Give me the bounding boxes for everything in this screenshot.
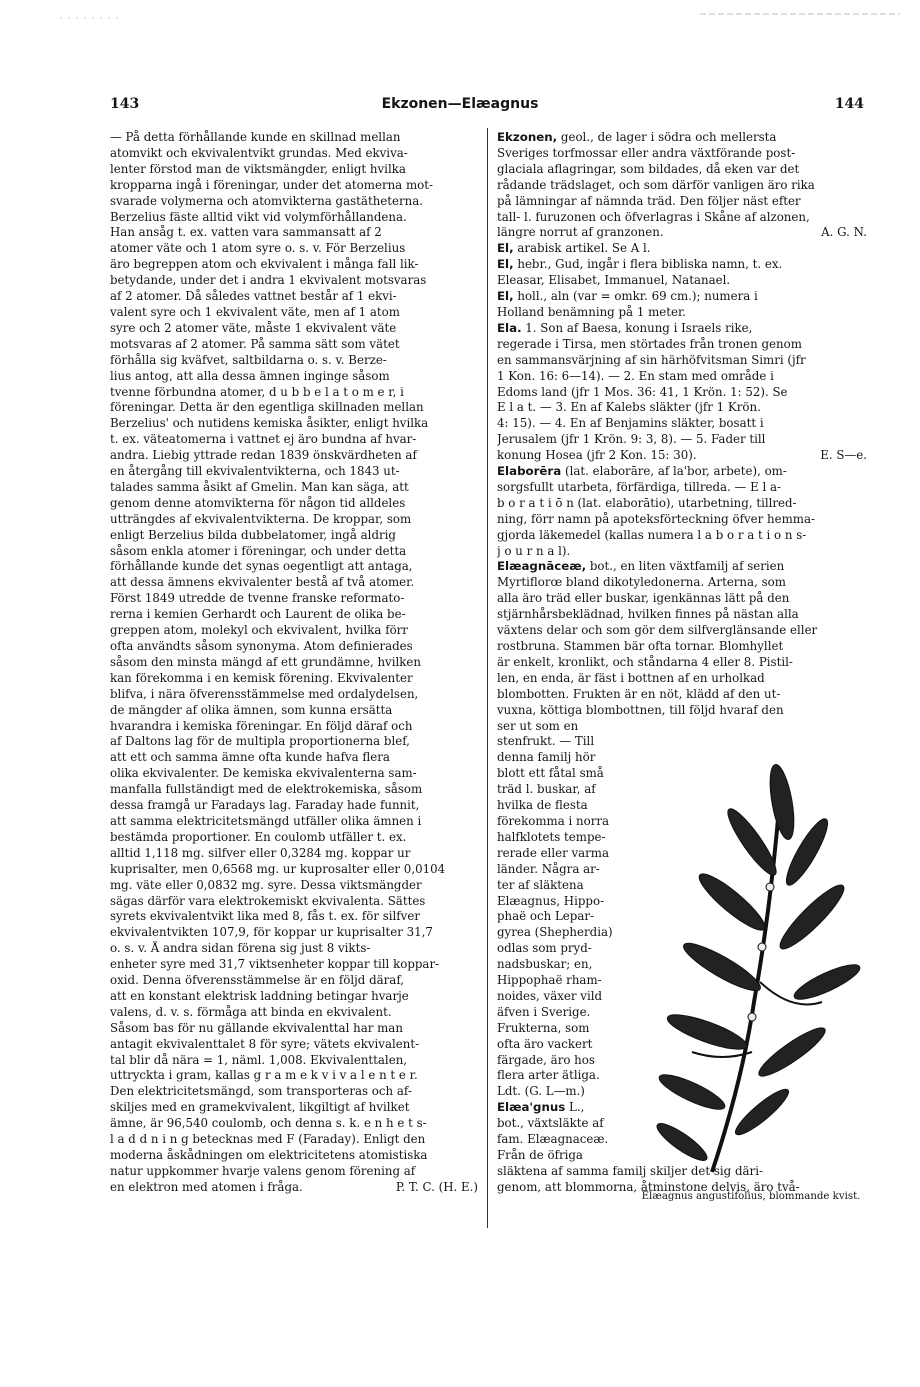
text-line: äfven i Sverige.	[497, 1004, 591, 1019]
entry-text: stjärnhårsbeklädnad, hvilken finnes på nästan alla	[497, 607, 799, 622]
entry-text: Från de öfriga	[497, 1148, 583, 1162]
text-line: såsom den minsta mängd af ett grundämne, hvilken	[110, 654, 421, 669]
entry-text: regerade i Tirsa, men störtades från tronen genom	[497, 336, 802, 351]
text-line: manfalla fullständigt med de elektrokemiska, såsom	[110, 782, 423, 797]
entry-text: på lämningar af nämnda träd. Den följer näst efter	[497, 193, 801, 208]
plant-branch-icon	[642, 752, 862, 1192]
entry-text: växtens delar och som gör dem silfverglänsande eller	[497, 623, 818, 638]
text-line: Ldt. (G. L—m.)	[497, 1084, 585, 1099]
entry-text: tall- l. furuzonen och öfverlagras i Skåne af alzonen,	[497, 209, 810, 224]
entry-line	[497, 241, 867, 257]
text-line: såsom enkla atomer i föreningar, och under detta	[110, 543, 407, 558]
text-line: syre och 2 atomer väte, måste 1 ekvivalent väte	[110, 320, 397, 335]
text-line: rerna i kemien Gerhardt och Laurent de olika be-	[110, 607, 406, 622]
text-line	[497, 1116, 632, 1132]
text-line	[497, 400, 867, 416]
scan-specks	[0, 0, 920, 30]
text-line: o. s. v. Å andra sidan förena sig just 8 vikts-	[110, 941, 371, 956]
text-line	[497, 432, 867, 448]
entry-text: arabisk artikel. Se A l.	[513, 241, 651, 256]
column-divider	[487, 128, 488, 1228]
text-line: släktena af samma familj skiljer det sig däri-	[497, 1163, 763, 1178]
text-line	[497, 703, 867, 719]
text-line: förhålla sig kväfvet, saltbildarna o. s. v. Berze-	[110, 352, 387, 367]
text-line: ter af släktena	[497, 877, 584, 892]
text-line	[497, 225, 867, 241]
text-line	[497, 305, 867, 321]
text-line: Han ansåg t. ex. vatten vara sammansatt af 2	[110, 225, 382, 240]
entry-text: hebr., Gud, ingår i flera bibliska namn, t. ex.	[513, 257, 783, 272]
text-line: valent syre och 1 ekvivalent väte, men af 1 atom	[110, 304, 400, 319]
text-line: äro begreppen atom och ekvivalent i många fall lik-	[110, 257, 419, 272]
text-line	[497, 353, 867, 369]
entry-text: är enkelt, kronlikt, och ståndarna 4 eller 8. Pistil-	[497, 654, 793, 669]
entry-text: bot., en liten växtfamilj af serien	[586, 559, 785, 574]
entry-text: E l a t. — 3. En af Kalebs släkter (jfr 1 Krön.	[497, 400, 761, 415]
text-line: kan förekomma i en kemisk förening. Ekvivalenter	[110, 670, 413, 685]
entry-text: längre norrut af granzonen.	[497, 225, 664, 240]
entry-line	[497, 321, 867, 337]
text-line	[497, 639, 867, 655]
entry-text: Eleasar, Elisabet, Immanuel, Natanael.	[497, 273, 731, 288]
text-line	[497, 512, 867, 528]
entry-line	[497, 130, 867, 146]
text-line: en elektron med atomen i fråga. P. T. C. (H. E.)	[110, 1179, 478, 1194]
text-line: sägas därför vara elektrokemiskt ekvivalenta. Sättes	[110, 893, 426, 908]
entry-text: en sammansvärjning af sin härhöfvitsman Simri (jfr	[497, 352, 806, 367]
text-line: motsvaras af 2 atomer. På samma sätt som vätet	[110, 336, 400, 351]
entry-headword: Ekzonen,	[497, 130, 558, 144]
text-line: olika ekvivalenter. De kemiska ekvivalenterna sam-	[110, 766, 417, 781]
text-line: förekomma i norra	[497, 813, 610, 828]
entry-text: gjorda läkemedel (kallas numera l a b o r a t i o n s-	[497, 527, 807, 542]
text-line: en återgång till ekvivalentvikterna, och 1843 ut-	[110, 464, 400, 479]
entry-text: len, en enda, är fäst i bottnen af en urholkad	[497, 670, 765, 685]
entry-text: Holland benämning på 1 meter.	[497, 304, 687, 319]
text-line: genom, att blommorna, åtminstone delvis, äro två-	[497, 1179, 800, 1194]
text-line	[497, 337, 867, 353]
text-line: dessa framgå ur Faradays lag. Faraday hade funnit,	[110, 798, 420, 813]
entry-text: alla äro träd eller buskar, igenkännas lätt på den	[497, 591, 790, 606]
entry-text: bot., växtsläkte af	[497, 1116, 604, 1131]
text-line: kuprisalter, men 0,6568 mg. ur kuprosalter eller 0,0104	[110, 861, 446, 876]
entry-headword: Elæagnāceæ,	[497, 559, 587, 574]
text-line: Såsom bas för nu gällande ekvivalenttal har man	[110, 1020, 403, 1035]
entry-text: rådande trädslaget, och som därför vanligen äro rika	[497, 177, 815, 192]
text-line: t. ex. väteatomerna i vattnet ej äro bundna af hvar-	[110, 432, 417, 447]
text-line: af 2 atomer. Då således vattnet består af 1 ekvi-	[110, 289, 397, 304]
text-line: noides, växer vild	[497, 988, 603, 1003]
entry-headword: Elæa'gnus	[497, 1100, 566, 1115]
illustration-caption: Elæagnus angustifolius, blommande kvist.	[641, 1191, 861, 1202]
entry-headword: El,	[497, 241, 514, 256]
text-line	[497, 210, 867, 226]
entry-line	[497, 289, 867, 305]
text-line: lius antog, att alla dessa ämnen inginge såsom	[110, 368, 390, 383]
text-line: af Daltons lag för de multipla proportionerna blef,	[110, 734, 410, 749]
entry-text: 4: 15). — 4. En af Benjamins släkter, bosatt i	[497, 416, 764, 431]
text-line	[497, 528, 867, 544]
entry-text: rostbruna. Stammen bär ofta tornar. Blomhyllet	[497, 639, 784, 653]
text-line: kropparna ingå i föreningar, under det atomerna mot-	[110, 177, 433, 192]
text-line: moderna åskådningen om elektricitetens atomistiska	[110, 1148, 428, 1162]
text-line: Hippophaë rham-	[497, 973, 602, 988]
entry-text: j o u r n a l).	[497, 543, 571, 558]
text-line: halfklotets tempe-	[497, 829, 606, 844]
page-title: Ekzonen—Elæagnus	[381, 96, 539, 112]
left-column	[110, 130, 478, 1196]
entry-text: konung Hosea (jfr 2 Kon. 15: 30).	[497, 448, 697, 463]
text-line: ekvivalentvikten 107,9, för koppar ur kuprisalter 31,7	[110, 925, 433, 940]
text-line: enheter syre med 31,7 viktsenheter koppar till koppar-	[110, 957, 440, 972]
entry-line	[497, 257, 867, 273]
text-line: Berzelius fäste alltid vikt vid volymförhållandena.	[110, 209, 407, 224]
text-line: att dessa ämnens ekvivalenter bestå af två atomer.	[110, 575, 415, 590]
entry-headword: Elaborēra	[497, 464, 562, 479]
entry-text: ning, förr namn på apoteksförteckning öfver hemma-	[497, 511, 815, 526]
entry-text: Jerusalem (jfr 1 Krön. 9: 3, 8). — 5. Fader till	[497, 432, 766, 447]
text-line: odlas som pryd-	[497, 941, 592, 956]
text-line: ofta användts såsom synonyma. Atom definierades	[110, 639, 413, 653]
text-line: alltid 1,118 mg. silfver eller 0,3284 mg. koppar ur	[110, 845, 411, 860]
text-line	[497, 448, 867, 464]
text-line: natur uppkommer hvarje valens genom förening af	[110, 1163, 416, 1178]
text-line: svarade volymerna och atomvikterna gastätheterna.	[110, 193, 424, 208]
text-line: hvarandra i kemiska föreningar. En följd däraf och	[110, 718, 413, 733]
author-signature: A. G. N.	[821, 225, 867, 240]
text-line: Den elektricitetsmängd, som transporteras och af-	[110, 1084, 412, 1099]
entry-text: geol., de lager i södra och mellersta	[557, 130, 777, 144]
text-line: träd l. buskar, af	[497, 782, 596, 797]
text-line: blott ett fåtal små	[497, 766, 604, 781]
text-line: att samma elektricitetsmängd utfäller olika ämnen i	[110, 813, 422, 828]
entry-text: holl., aln (var = omkr. 69 cm.); numera i	[513, 289, 758, 304]
text-line: Elæagnus, Hippo-	[497, 893, 605, 908]
scan-specks-svg	[0, 0, 920, 30]
text-line: tal blir då nära = 1, näml. 1,008. Ekvivalenttalen,	[110, 1052, 408, 1067]
text-line	[497, 591, 867, 607]
text-line: antagit ekvivalenttalet 8 för syre; vätets ekvivalent-	[110, 1036, 420, 1051]
text-line: lenter förstod man de viktsmängder, enligt hvilka	[110, 161, 406, 176]
entry-text: sorgsfullt utarbeta, förfärdiga, tillreda. — E l a-	[497, 479, 781, 494]
text-line	[497, 496, 867, 512]
text-line: utträngdes af ekvivalentvikterna. De kroppar, som	[110, 511, 412, 526]
text-line	[497, 1132, 632, 1148]
text-line: Berzelius' och nutidens kemiska åsikter, enligt hvilka	[110, 416, 429, 431]
entry-line	[497, 559, 867, 575]
text-line: stenfrukt. — Till	[497, 734, 595, 749]
plant-branch-illustration	[642, 752, 862, 1192]
entry-text: Myrtiflorœ bland dikotyledonerna. Arterna, som	[497, 575, 786, 590]
entry-text: glaciala aflagringar, som bildades, då eken var det	[497, 161, 800, 176]
text-line: de mängder af olika ämnen, som kunna ersätta	[110, 702, 393, 717]
text-line: tvenne förbundna atomer, d u b b e l a t o m e r, i	[110, 384, 404, 399]
text-line	[497, 575, 867, 591]
entry-headword: Ela.	[497, 320, 522, 335]
text-line: denna familj hör	[497, 750, 596, 765]
text-line: talades samma åsikt af Gmelin. Man kan säga, att	[110, 479, 409, 494]
text-line: greppen atom, molekyl och ekvivalent, hvilka förr	[110, 623, 408, 638]
text-line: gyrea (Shepherdia)	[497, 925, 613, 940]
text-line: föreningar. Detta är den egentliga skillnaden mellan	[110, 400, 424, 415]
text-line: Först 1849 utredde de tvenne franske reformato-	[110, 591, 405, 606]
entry-text: Sveriges torfmossar eller andra växtförande post-	[497, 145, 796, 160]
text-line: uttryckta i gram, kallas g r a m e k v i v a l e n t e r.	[110, 1068, 418, 1083]
entry-text: Edoms land (jfr 1 Mos. 36: 41, 1 Krön. 1: 52). Se	[497, 384, 788, 399]
entry-text: fam. Elæagnaceæ.	[497, 1132, 609, 1147]
text-line	[497, 655, 867, 671]
text-line: nadsbuskar; en,	[497, 957, 593, 972]
entry-text: vuxna, köttiga blombottnen, till följd hvaraf den	[497, 702, 784, 717]
text-line	[497, 623, 867, 639]
text-line: blifva, i nära öfverensstämmelse med ordalydelsen,	[110, 686, 419, 701]
narrow-text-block	[497, 719, 632, 1164]
text-line	[497, 544, 867, 560]
text-line: genom denne atomvikterna för någon tid alldeles	[110, 495, 406, 510]
page-number-left: 143	[110, 96, 140, 112]
text-line: enligt Berzelius bilda dubbelatomer, ingå aldrig	[110, 527, 396, 542]
text-line: ämne, är 96,540 coulomb, och denna s. k. e n h e t s-	[110, 1116, 427, 1131]
text-line: mg. väte eller 0,0832 mg. syre. Dessa viktsmängder	[110, 877, 422, 892]
entry-line	[497, 1100, 632, 1116]
entry-line	[497, 464, 867, 480]
entry-text: L.,	[565, 1100, 585, 1115]
entry-headword: El,	[497, 257, 514, 272]
text-line	[497, 480, 867, 496]
page-number-right: 144	[834, 96, 864, 112]
entry-text: 1 Kon. 16: 6—14). — 2. En stam med område i	[497, 368, 774, 383]
text-line: ser ut som en	[497, 718, 579, 733]
text-line: Frukterna, som	[497, 1020, 590, 1035]
text-line: betydande, under det i andra 1 ekvivalent motsvaras	[110, 273, 427, 288]
text-line	[497, 146, 867, 162]
text-line: skiljes med en gramekvivalent, likgiltigt af hvilket	[110, 1100, 410, 1115]
text-line	[497, 385, 867, 401]
text-line: valens, d. v. s. förmåga att binda en ekvivalent.	[110, 1004, 392, 1019]
entry-headword: El,	[497, 289, 514, 304]
text-line	[497, 416, 867, 432]
author-signature: E. S—e.	[820, 448, 867, 463]
entry-text: blombotten. Frukten är en nöt, klädd af den ut-	[497, 686, 781, 701]
text-line	[497, 687, 867, 703]
entry-text: b o r a t i ō n (lat. elaborātio), utarbetning, tillred-	[497, 495, 797, 510]
text-line: phaë och Lepar-	[497, 909, 594, 924]
text-line	[497, 178, 867, 194]
text-line: att ett och samma ämne ofta kunde hafva flera	[110, 750, 390, 765]
text-line	[497, 369, 867, 385]
text-line	[497, 1148, 632, 1164]
text-line: andra. Liebig yttrade redan 1839 önskvärdheten af	[110, 448, 417, 463]
text-line: länder. Några ar-	[497, 861, 600, 876]
text-line	[497, 162, 867, 178]
text-line: syrets ekvivalentvikt lika med 8, fås t. ex. för silfver	[110, 909, 420, 924]
text-line: oxid. Denna öfverensstämmelse är en följd däraf,	[110, 973, 405, 988]
text-line: atomer väte och 1 atom syre o. s. v. För Berzelius	[110, 241, 406, 256]
text-line: rerade eller varma	[497, 845, 610, 860]
text-line: bestämda proportioner. En coulomb utfäller t. ex.	[110, 829, 407, 844]
text-line: att en konstant elektrisk laddning betingar hvarje	[110, 988, 409, 1003]
text-line: l a d d n i n g betecknas med F (Faraday). Enligt den	[110, 1132, 426, 1147]
text-line	[497, 194, 867, 210]
text-line: atomvikt och ekvivalentvikt grundas. Med ekviva-	[110, 145, 408, 160]
text-line	[497, 671, 867, 687]
text-line: hvilka de flesta	[497, 798, 588, 813]
text-line: förhållande kunde det synas oegentligt att antaga,	[110, 559, 413, 574]
entry-text: 1. Son af Baesa, konung i Israels rike,	[521, 320, 753, 335]
text-line: flera arter ätliga.	[497, 1068, 600, 1083]
text-line	[497, 273, 867, 289]
text-line	[497, 607, 867, 623]
text-line: — På detta förhållande kunde en skillnad mellan	[110, 130, 401, 144]
entry-text: (lat. elaborāre, af la'bor, arbete), om-	[561, 464, 787, 479]
text-line: färgade, äro hos	[497, 1052, 595, 1067]
author-signature: P. T. C. (H. E.)	[395, 1179, 478, 1194]
text-line: ofta äro vackert	[497, 1036, 593, 1051]
